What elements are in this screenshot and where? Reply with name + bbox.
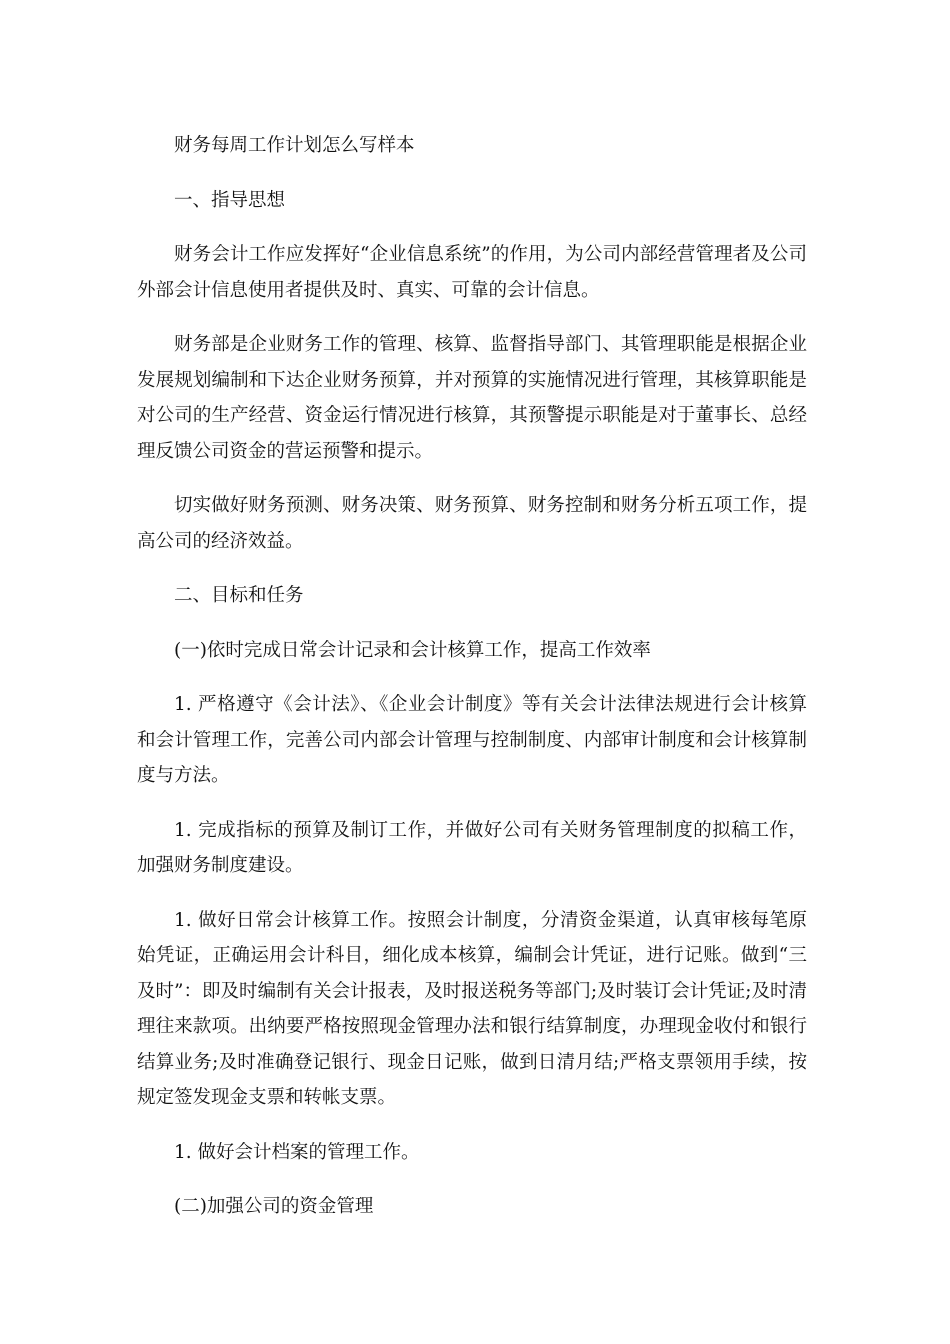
list-item: 1. 严格遵守《会计法》、《企业会计制度》等有关会计法律法规进行会计核算和会计管理工作，完善公司内部会计管理与控制制度、内部审计制度和会计核算制度与方法。 (137, 694, 807, 786)
subsection-heading-1: (一)依时完成日常会计记录和会计核算工作，提高工作效率 (174, 639, 651, 661)
subsection-heading-2: (二)加强公司的资金管理 (174, 1196, 374, 1217)
document-body (137, 128, 807, 1244)
section-heading-guiding-ideology: 一、指导思想 (174, 189, 286, 211)
list-item: 1. 做好会计档案的管理工作。 (174, 1141, 420, 1163)
document-title: 财务每周工作计划怎么写样本 (174, 135, 415, 156)
list-item: 1. 做好日常会计核算工作。按照会计制度，分清资金渠道，认真审核每笔原始凭证，正确运用会计科目，细化成本核算，编制会计凭证，进行记账。做到“三及时”：即及时编制有关会计报表，及时报送税务等部门;及时装订会计凭证;及时清理往来款项。出纳要严格按照现金管理办法和银行结算制度，办理现金收付和银行结算业务;及时准确登记银行、现金日记账，做到日清月结;严格支票领用手续，按规定签发现金支票和转帐支票。 (137, 909, 807, 1108)
paragraph: 切实做好财务预测、财务决策、财务预算、财务控制和财务分析五项工作，提高公司的经济效益。 (137, 495, 807, 552)
paragraph: 财务会计工作应发挥好“企业信息系统”的作用，为公司内部经营管理者及公司外部会计信息使用者提供及时、真实、可靠的会计信息。 (137, 244, 807, 301)
section-heading-goals-tasks: 二、目标和任务 (174, 585, 304, 606)
list-item: 1. 完成指标的预算及制订工作，并做好公司有关财务管理制度的拟稿工作，加强财务制度建设。 (137, 819, 807, 876)
paragraph: 财务部是企业财务工作的管理、核算、监督指导部门、其管理职能是根据企业发展规划编制和下达企业财务预算，并对预算的实施情况进行管理，其核算职能是对公司的生产经营、资金运行情况进行核算，其预警提示职能是对于董事长、总经理反馈公司资金的营运预警和提示。 (137, 334, 807, 462)
